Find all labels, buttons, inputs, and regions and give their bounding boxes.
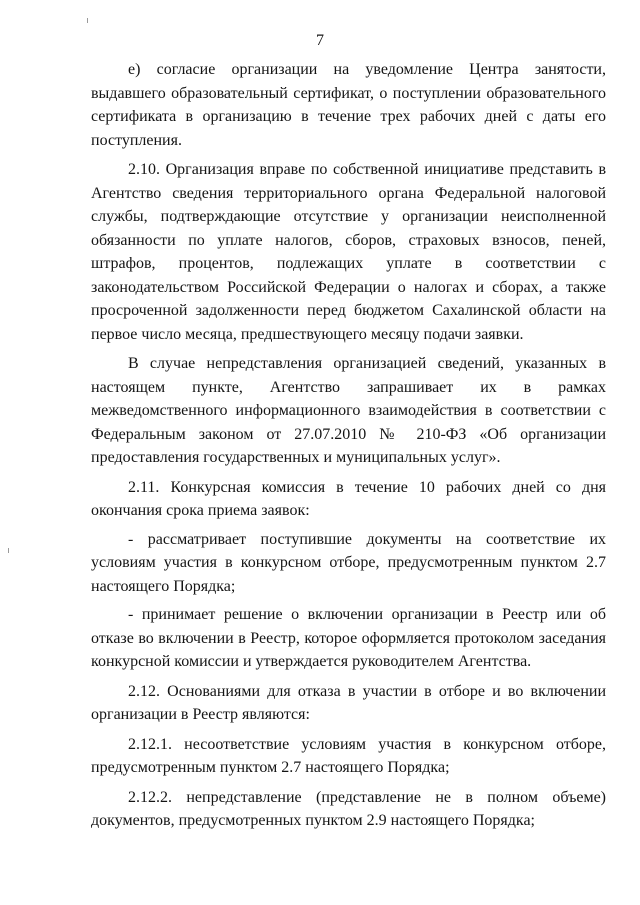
- paragraph-item-e: е) согласие организации на уведомление Центра занятости, выдавшего образовательный сертификат, о поступлении образовательного сертификата в организацию в течение трех рабочих дней с даты его поступления.: [91, 61, 606, 149]
- paragraph-2-12-1: 2.12.1. несоответствие условиям участия в конкурсном отборе, предусмотренным пунктом 2.7 настоящего Порядка;: [91, 735, 606, 776]
- paragraph-2-11: 2.11. Конкурсная комиссия в течение 10 рабочих дней со дня окончания срока приема заявок:: [91, 478, 606, 519]
- paragraph-nonsubmission: В случае непредставления организацией сведений, указанных в настоящем пункте, Агентство запрашивает их в рамках межведомственного информационного взаимодействия в соответствии с Федеральным законом от 27.07.2010 № 210-ФЗ «Об организации предоставления государственных и муниципальных услуг».: [91, 355, 606, 466]
- paragraph-decision: - принимает решение о включении организации в Реестр или об отказе во включении в Реестр, которое оформляется протоколом заседания конкурсной комиссии и утверждается руководителем Агентства.: [91, 606, 606, 670]
- paragraph-2-12: 2.12. Основаниями для отказа в участии в отборе и во включении организации в Реестр являются:: [91, 682, 606, 723]
- paragraph-review-documents: - рассматривает поступившие документы на соответствие их условиям участия в конкурсном отборе, предусмотренным пунктом 2.7 настоящего Порядка;: [91, 530, 606, 595]
- paragraph-2-12-2: 2.12.2. непредставление (представление не в полном объеме) документов, предусмотренных пунктом 2.9 настоящего Порядка;: [91, 788, 606, 829]
- page-number: 7: [316, 32, 324, 49]
- scan-artifact-mark: [87, 18, 88, 23]
- scan-artifact-mark: [8, 548, 9, 553]
- paragraph-2-10: 2.10. Организация вправе по собственной инициативе представить в Агентство сведения территориального органа Федеральной налоговой службы, подтверждающие отсутствие у организации неисполненной обязанности по уплате налогов, сборов, страховых взносов, пеней, штрафов, процентов, подлежащих уплате в соответствии с законодательством Российской Федерации о налогах и сборах, а также просроченной задолженности перед бюджетом Сахалинской области на первое число месяца, предшествующего месяцу подачи заявки.: [91, 161, 606, 343]
- document-body: [91, 58, 606, 833]
